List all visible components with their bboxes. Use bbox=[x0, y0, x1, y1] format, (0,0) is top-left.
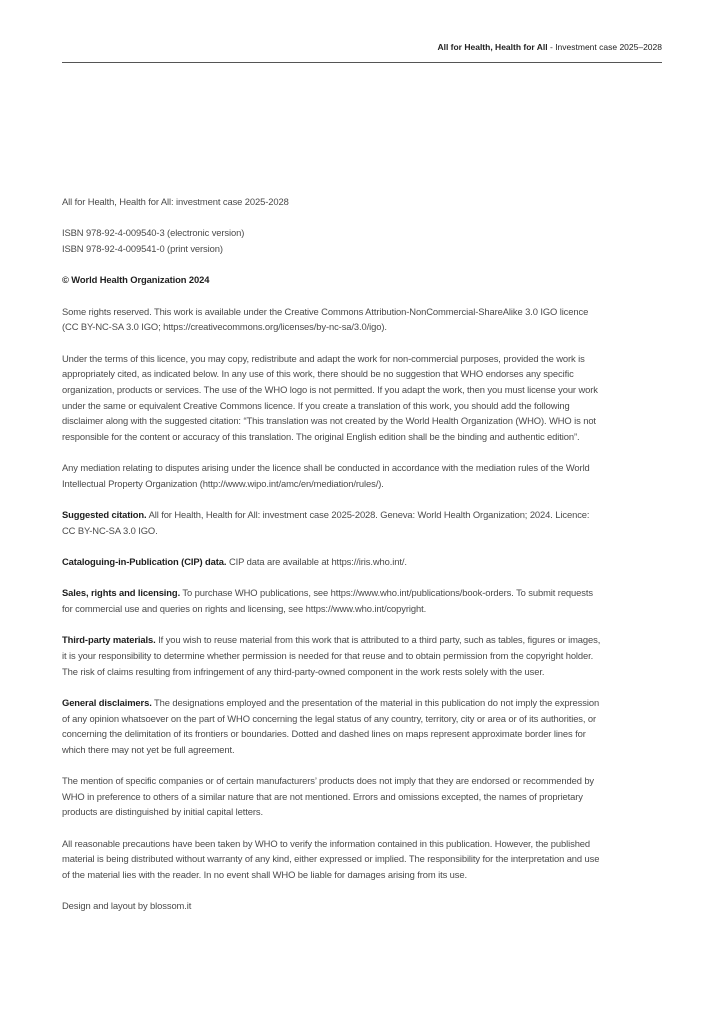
precautions-disclaimer: All reasonable precautions have been taken by WHO to verify the information contained in this publication. However, the published material is being distributed without warranty of any kind, either expressed or implied. The responsibility for the interpretation and use of the material lies with the reader. In no event shall WHO be liable for damages arising from its use. bbox=[62, 837, 600, 880]
sales-rights bbox=[62, 585, 602, 616]
document-title: All for Health, Health for All: investment case 2025-2028 bbox=[62, 196, 289, 207]
design-credit: Design and layout by blossom.it bbox=[62, 900, 192, 912]
running-header bbox=[62, 40, 662, 63]
isbn-electronic: ISBN 978-92-4-009540-3 (electronic version) bbox=[62, 227, 245, 239]
rights-statement: Some rights reserved. This work is available under the Creative Commons Attribution-NonCommercial-ShareAlike 3.0 IGO licence (CC BY-NC-SA 3.0 IGO; https://creativecommons.org/licenses/by-nc-sa/3.0/igo). bbox=[62, 305, 589, 333]
header-subtitle: - Investment case 2025–2028 bbox=[547, 42, 662, 52]
copyright-page-body bbox=[62, 194, 602, 930]
third-party-materials bbox=[62, 632, 602, 679]
isbn-print: ISBN 978-92-4-009541-0 (print version) bbox=[62, 242, 223, 254]
cip-text: CIP data are available at https://iris.who.int/. bbox=[226, 556, 407, 568]
third-party-label: Third-party materials. bbox=[62, 634, 156, 646]
header-title: All for Health, Health for All bbox=[437, 42, 548, 52]
isbn-block bbox=[62, 225, 602, 256]
suggested-citation-text: All for Health, Health for All: investment case 2025-2028. Geneva: World Health Organization; 2024. Licence: CC BY-NC-SA 3.0 IGO. bbox=[62, 509, 590, 536]
copyright-notice: © World Health Organization 2024 bbox=[62, 274, 210, 286]
sales-text: To purchase WHO publications, see https://www.who.int/publications/book-orders. To submit requests for commercial use and queries on rights and licensing, see https://www.who.int/copyright. bbox=[62, 587, 593, 615]
licence-terms: Under the terms of this licence, you may copy, redistribute and adapt the work for non-commercial purposes, provided the work is appropriately cited, as indicated below. In any use of this work, there should be no suggestion that WHO endorses any specific organization, products or services. The use of the WHO logo is not permitted. If you adapt the work, then you must license your work under the same or equivalent Creative Commons licence. If you create a translation of this work, you should add the following disclaimer along with the suggested citation: “This translation was not created by the World Health Organization (WHO). WHO is not responsible for the content or accuracy of this translation. The original English edition shall be the binding and authentic edition”. bbox=[62, 352, 598, 442]
general-disclaimers bbox=[62, 695, 602, 757]
general-disclaimers-text: The designations employed and the presentation of the material in this publication do not imply the expression of any opinion whatsoever on the part of WHO concerning the legal status of any country, territory, city or area or of its authorities, or concerning the delimitation of its frontiers or boundaries. Dotted and dashed lines on maps represent approximate border lines for which there may not yet be full agreement. bbox=[62, 697, 600, 755]
third-party-text: If you wish to reuse material from this work that is attributed to a third party, such as tables, figures or images, it is your responsibility to determine whether permission is needed for that reuse and to obtain permission from the copyright holder. The risk of claims resulting from infringement of any third-party-owned component in the work rests solely with the user. bbox=[62, 634, 601, 677]
mediation-statement: Any mediation relating to disputes arising under the licence shall be conducted in accordance with the mediation rules of the World Intellectual Property Organization (http://www.wipo.int/amc/en/mediation/rules/). bbox=[62, 462, 590, 489]
cip-label: Cataloguing-in-Publication (CIP) data. bbox=[62, 556, 227, 568]
suggested-citation-label: Suggested citation. bbox=[62, 509, 147, 521]
sales-label: Sales, rights and licensing. bbox=[62, 587, 181, 599]
companies-disclaimer: The mention of specific companies or of certain manufacturers’ products does not imply that they are endorsed or recommended by WHO in preference to others of a similar nature that are not mentioned. Errors and omissions excepted, the names of proprietary products are distinguished by initial capital letters. bbox=[62, 775, 595, 818]
cip-data bbox=[62, 554, 602, 570]
general-disclaimers-label: General disclaimers. bbox=[62, 697, 152, 709]
suggested-citation bbox=[62, 507, 602, 538]
